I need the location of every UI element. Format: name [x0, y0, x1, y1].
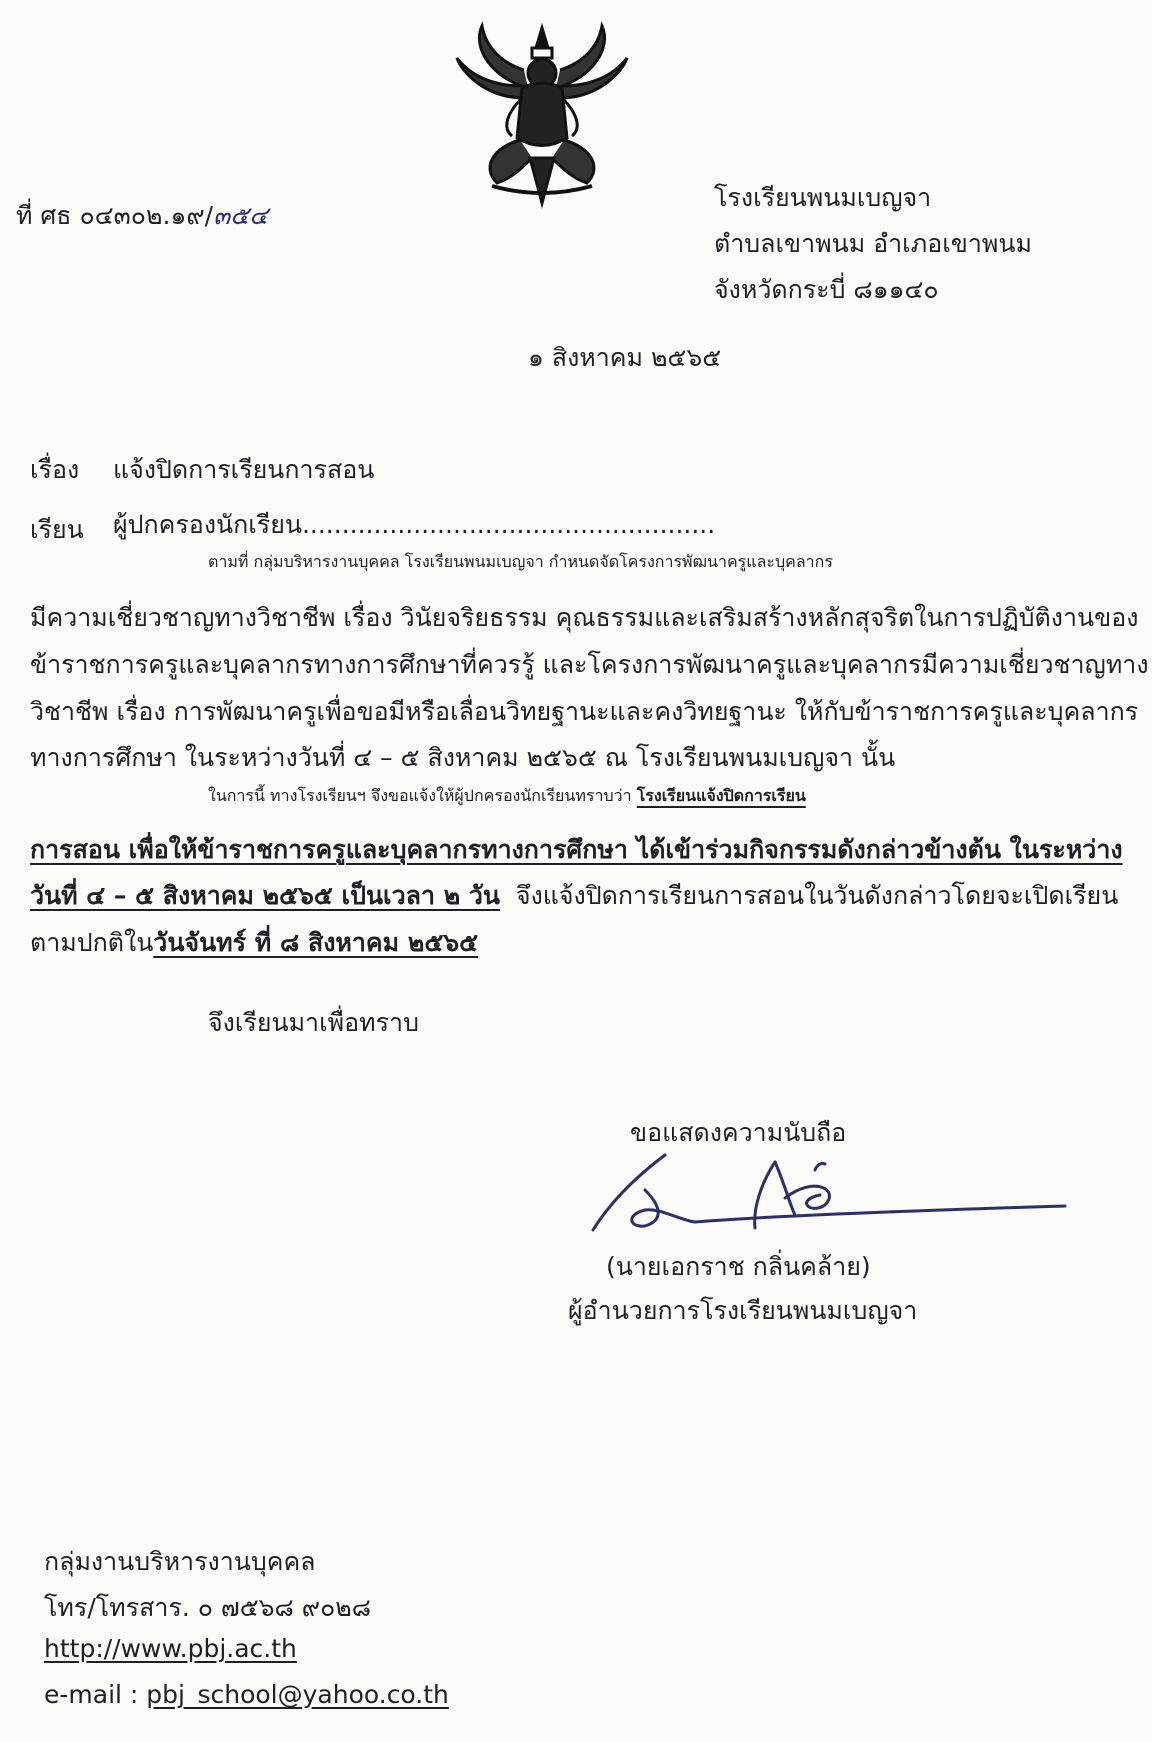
subject-value: แจ้งปิดการเรียนการสอน — [113, 455, 375, 484]
paragraph1-line: ตามที่ กลุ่มบริหารงานบุคคล โรงเรียนพนมเบญจา กำหนดจัดโครงการพัฒนาครูและบุคลากร — [208, 552, 833, 571]
footer-phone: โทร/โทรสาร. ๐ ๗๕๖๘ ๙๐๒๘ — [44, 1593, 372, 1622]
handwritten-signature — [585, 1150, 1070, 1240]
reference-handwritten: ๓๕๔ — [213, 201, 268, 230]
paragraph2-text: จึงแจ้งปิดการเรียนการสอนในวันดังกล่าวโดยจะเปิดเรียน — [515, 881, 1119, 910]
paragraph2-emphasis: วันจันทร์ ที่ ๘ สิงหาคม ๒๕๖๕ — [153, 928, 479, 957]
website-link[interactable]: http://www.pbj.ac.th — [44, 1634, 297, 1663]
school-name: โรงเรียนพนมเบญจา — [714, 183, 932, 212]
paragraph2-line2 — [30, 830, 1123, 870]
paragraph2-line4 — [30, 923, 1120, 963]
paragraph1-line: มีความเชี่ยวชาญทางวิชาชีพ เรื่อง วินัยจริยธรรม คุณธรรมและเสริมสร้างหลักสุจริตในการปฏิบัติงานของ — [30, 603, 1139, 632]
address-province: จังหวัดกระบี่ ๘๑๑๔๐ — [714, 275, 939, 304]
paragraph2-emphasis: การสอน เพื่อให้ข้าราชการครูและบุคลากรทางการศึกษา ได้เข้าร่วมกิจกรรมดังกล่าวข้างต้น ในระหว่าง — [30, 835, 1123, 864]
subject-label: เรื่อง — [30, 455, 80, 484]
reference-text: ที่ ศธ ๐๔๓๐๒.๑๙/ — [16, 201, 214, 230]
paragraph1-line: ทางการศึกษา ในระหว่างวันที่ ๔ – ๕ สิงหาคม ๒๕๖๕ ณ โรงเรียนพนมเบญจา นั้น — [30, 743, 896, 772]
paragraph2-emphasis: โรงเรียนแจ้งปิดการเรียน — [636, 786, 806, 805]
paragraph2-emphasis: วันที่ ๔ – ๕ สิงหาคม ๒๕๖๕ เป็นเวลา ๒ วัน — [30, 881, 501, 910]
letter-date: ๑ สิงหาคม ๒๕๖๕ — [528, 343, 722, 372]
recipient-label: เรียน — [30, 515, 84, 544]
signer-name: (นายเอกราช กลิ่นคล้าย) — [606, 1252, 871, 1281]
regards-text: ขอแสดงความนับถือ — [630, 1118, 847, 1147]
paragraph2-text: ตามปกติใน — [30, 928, 154, 957]
paragraph2-text: ในการนี้ ทางโรงเรียนฯ จึงขอแจ้งให้ผู้ปกครองนักเรียนทราบว่า — [208, 786, 637, 805]
closing-text: จึงเรียนมาเพื่อทราบ — [208, 1008, 419, 1037]
footer-email — [44, 1680, 449, 1709]
paragraph2-line1 — [208, 784, 1120, 809]
email-link[interactable]: pbj_school@yahoo.co.th — [146, 1680, 449, 1709]
reference-number — [16, 196, 268, 236]
paragraph1-line: วิชาชีพ เรื่อง การพัฒนาครูเพื่อขอมีหรือเลื่อนวิทยฐานะและคงวิทยฐานะ ให้กับข้าราชการครูและบุคลากร — [30, 697, 1139, 726]
email-label: e-mail : — [44, 1680, 147, 1709]
signer-position: ผู้อำนวยการโรงเรียนพนมเบญจา — [568, 1296, 918, 1325]
paragraph2-line3 — [30, 876, 1120, 916]
recipient-value: ผู้ปกครองนักเรียน.................................................... — [113, 510, 716, 539]
footer-department: กลุ่มงานบริหารงานบุคคล — [44, 1547, 316, 1576]
garuda-emblem-icon — [452, 18, 632, 214]
paragraph1-line: ข้าราชการครูและบุคลากรทางการศึกษาที่ควรรู้ และโครงการพัฒนาครูและบุคลากรมีความเชี่ยวชาญทาง — [30, 650, 1149, 679]
address-district: ตำบลเขาพนม อำเภอเขาพนม — [714, 229, 1032, 258]
